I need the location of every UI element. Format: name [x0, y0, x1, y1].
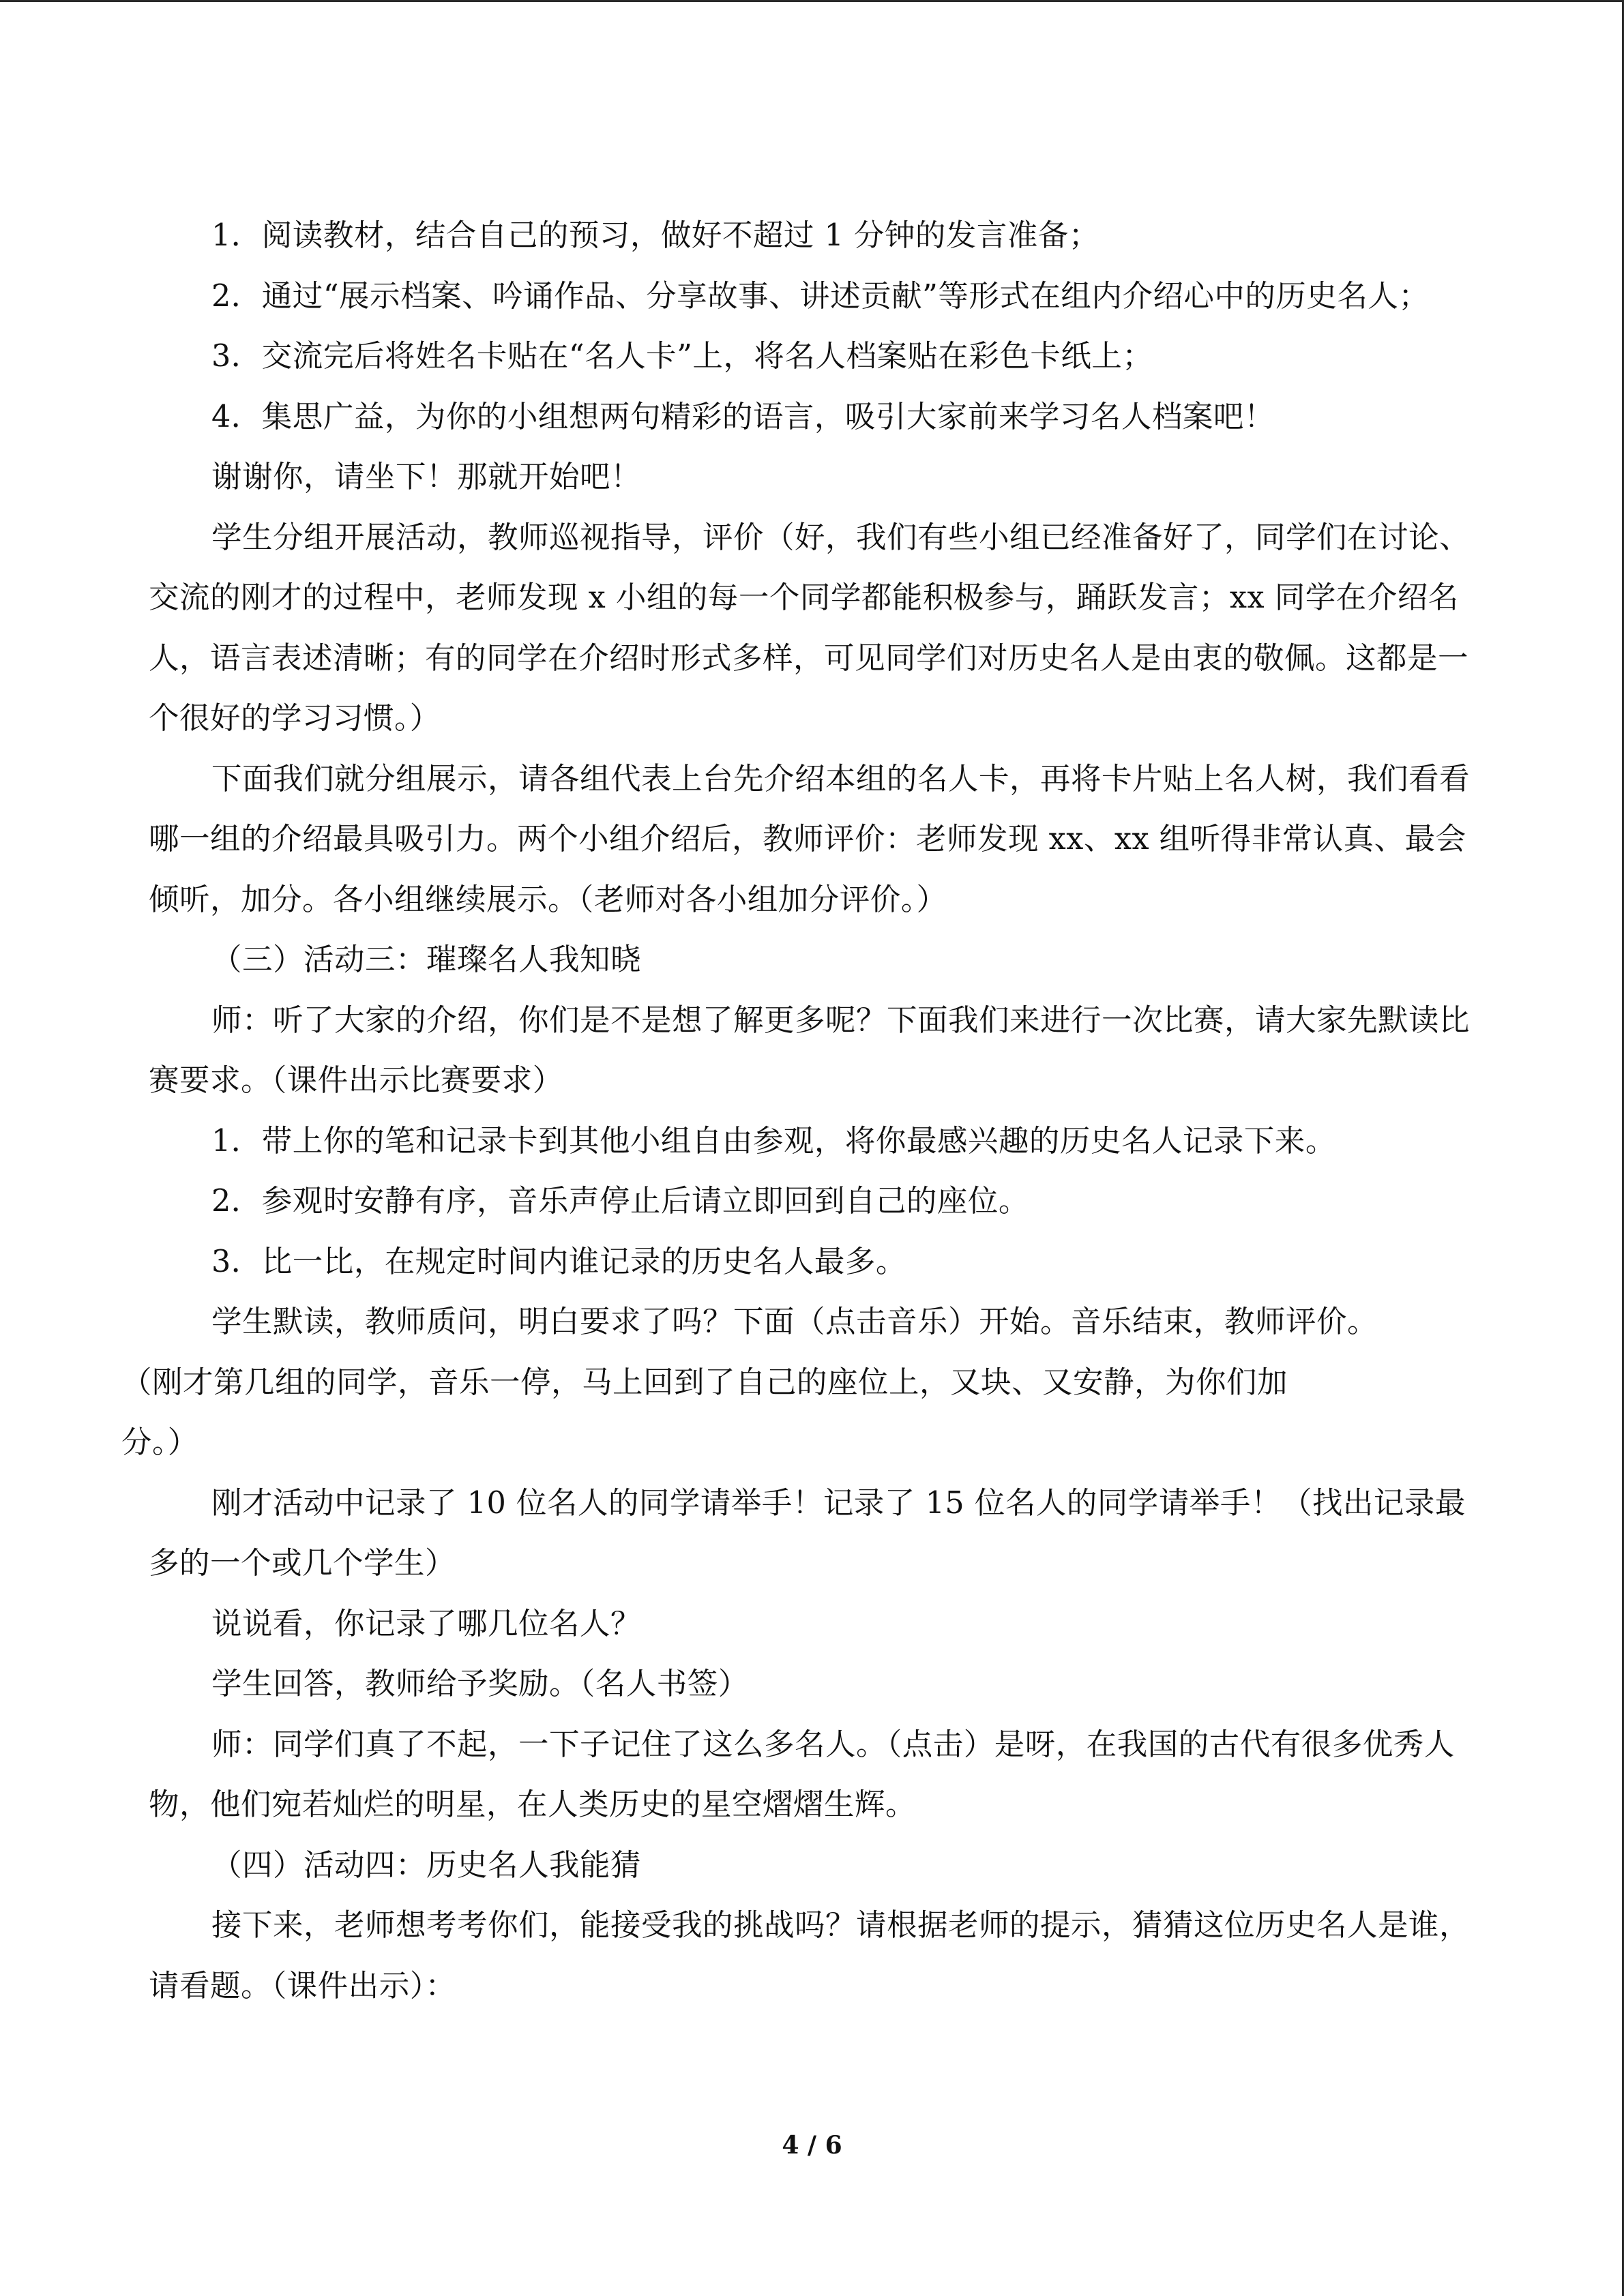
rule-item: 3．比一比，在规定时间内谁记录的历史名人最多。	[211, 1244, 906, 1279]
paragraph: 师：听了大家的介绍，你们是不是想了解更多呢？下面我们来进行一次比赛，请大家先默读比赛要求。（课件出示比赛要求）	[149, 1002, 1471, 1098]
requirement-item: 2．通过“展示档案、吟诵作品、分享故事、讲述贡献”等形式在组内介绍心中的历史名人；	[211, 278, 1430, 314]
page-number: 4 / 6	[782, 2131, 842, 2160]
document-body	[121, 206, 1472, 2016]
paragraph-continuation: 分。）	[121, 1425, 198, 1460]
paragraph: 学生回答，教师给予奖励。（名人书签）	[211, 1667, 749, 1701]
requirement-item: 1．阅读教材，结合自己的预习，做好不超过 1 分钟的发言准备；	[211, 218, 1099, 253]
section-heading: （四）活动四：历史名人我能猜	[211, 1847, 642, 1883]
paragraph: 学生默读，教师质问，明白要求了吗？下面（点击音乐）开始。音乐结束，教师评价。	[211, 1304, 1378, 1339]
paragraph: 说说看，你记录了哪几位名人？	[211, 1606, 642, 1641]
section-heading: （三）活动三：璀璨名人我知晓	[211, 942, 642, 977]
paragraph: 师：同学们真了不起，一下子记住了这么多名人。（点击）是呀，在我国的古代有很多优秀人物，他们宛若灿烂的明星，在人类历史的星空熠熠生辉。	[149, 1727, 1455, 1822]
paragraph: 接下来，老师想考考你们，能接受我的挑战吗？请根据老师的提示，猜猜这位历史名人是谁，请看题。（课件出示）：	[149, 1908, 1471, 2003]
paragraph: 学生分组开展活动，教师巡视指导，评价（好，我们有些小组已经准备好了，同学们在讨论、交流的刚才的过程中，老师发现 x 小组的每一个同学都能积极参与，踊跃发言；xx 同学在介绍名人，语言表述清晰；有的同学在介绍时形式多样，可见同学们对历史名人是由衷的敬佩。这都是一个很好的学习习惯。）	[149, 520, 1471, 736]
rule-item: 1．带上你的笔和记录卡到其他小组自由参观，将你最感兴趣的历史名人记录下来。	[211, 1123, 1336, 1159]
paragraph: 刚才活动中记录了 10 位名人的同学请举手！记录了 15 位名人的同学请举手！（找出记录最多的一个或几个学生）	[149, 1485, 1466, 1581]
rule-item: 2．参观时安静有序，音乐声停止后请立即回到自己的座位。	[211, 1184, 1029, 1219]
paragraph: 下面我们就分组展示，请各组代表上台先介绍本组的名人卡，再将卡片贴上名人树，我们看看哪一组的介绍最具吸引力。两个小组介绍后，教师评价：老师发现 xx、xx 组听得非常认真、最会倾听，加分。各小组继续展示。（老师对各小组加分评价。）	[149, 761, 1471, 917]
requirement-item: 3．交流完后将姓名卡贴在“名人卡”上，将名人档案贴在彩色卡纸上；	[211, 339, 1153, 374]
requirement-item: 4．集思广益，为你的小组想两句精彩的语言，吸引大家前来学习名人档案吧！	[211, 399, 1275, 434]
page-border-top	[0, 0, 1624, 2]
paragraph: 谢谢你，请坐下！那就开始吧！	[211, 460, 642, 494]
paragraph-continuation: （刚才第几组的同学，音乐一停，马上回到了自己的座位上，又块、又安静，为你们加	[121, 1365, 1288, 1400]
